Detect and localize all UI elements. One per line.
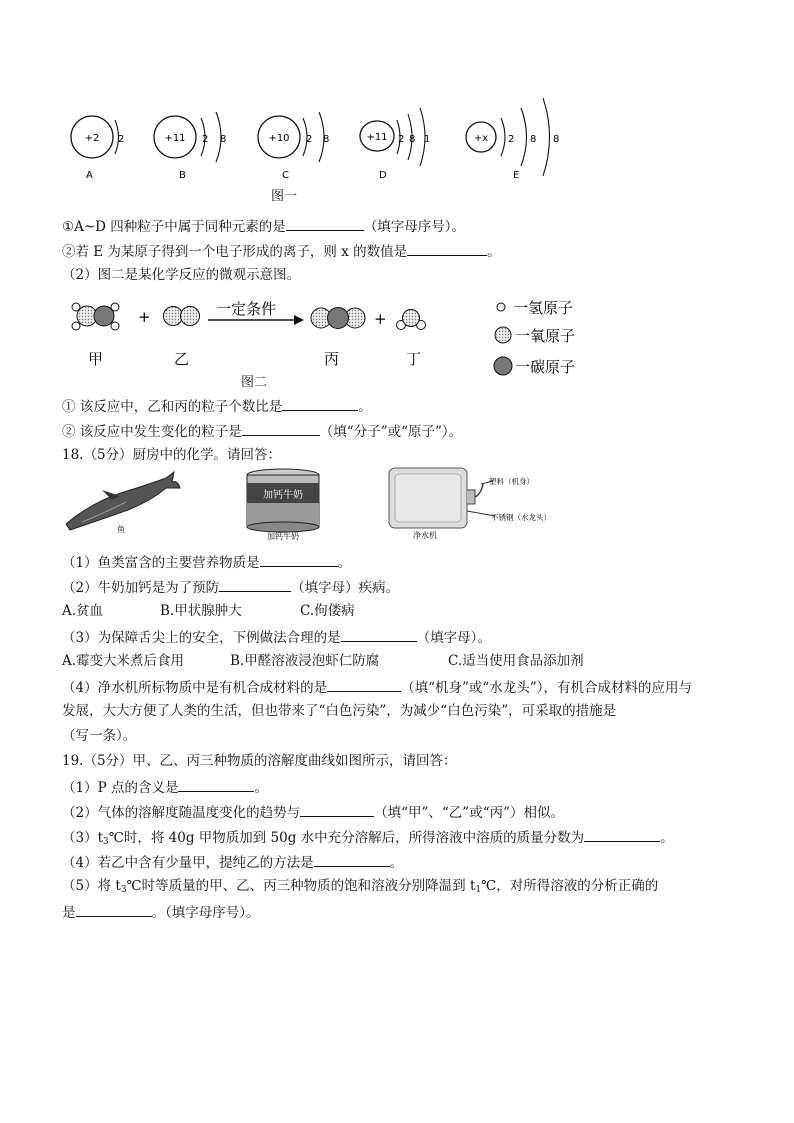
shell-e-3: 8: [553, 134, 560, 145]
option-a: A.贫血: [62, 603, 104, 619]
milk-label: 加钙牛奶: [267, 532, 299, 540]
atom-diagram-a: [71, 116, 124, 181]
q17-line-5: ② 该反应中发生变化的粒子是 （填“分子”或“原子”）。: [62, 421, 462, 441]
answer-blank[interactable]: [584, 827, 660, 842]
milk-can-image: [244, 468, 324, 540]
legend-carbon: 一碳原子: [515, 358, 576, 376]
option-c: C.佝偻病: [300, 603, 355, 619]
label-c: C: [282, 170, 289, 181]
shell-d-1: 2: [398, 134, 405, 145]
q18-options-3: [62, 652, 584, 670]
plus-sign-2: +: [374, 310, 387, 328]
label-a: A: [86, 170, 93, 181]
figure-1-atom-diagrams: [60, 90, 600, 200]
q19-line-6: 是 。（填字母序号）。: [62, 902, 260, 922]
atom-diagram-b: [154, 112, 226, 181]
shell-e-2: 8: [530, 134, 537, 145]
atom-diagram-d: [360, 108, 430, 181]
shell-c-1: 2: [306, 134, 313, 145]
atom-diagram-e: [466, 98, 559, 181]
answer-blank[interactable]: [242, 421, 320, 436]
option-b: B.甲醛溶液浸泡虾仁防腐: [230, 653, 380, 669]
q18-line-4b: 发展，大大方便了人类的生活，但也带来了“白色污染”，为减少“白色污染”，可采取的措施是: [62, 703, 617, 719]
q18-line-3: （3）为保障舌尖上的安全，下例做法合理的是 （填字母）。: [62, 627, 491, 647]
label-b: B: [179, 170, 186, 181]
answer-blank[interactable]: [178, 777, 254, 792]
arrow-condition-label: 一定条件: [216, 300, 277, 318]
shell-b-2: 8: [220, 134, 227, 145]
label-jia: 甲: [88, 350, 104, 368]
answer-blank[interactable]: [282, 396, 358, 411]
answer-blank[interactable]: [260, 552, 338, 567]
answer-blank[interactable]: [219, 577, 291, 592]
water-purifier-image: [383, 464, 583, 542]
label-e: E: [513, 170, 520, 181]
label-yi: 乙: [174, 350, 190, 368]
q19-title: 19.（5分）甲、乙、丙三种物质的溶解度曲线如图所示，请回答：: [62, 753, 457, 769]
nucleus-b: +11: [164, 133, 186, 144]
answer-blank[interactable]: [76, 902, 152, 917]
q18-line-4c: （写一条）。: [62, 728, 137, 744]
q18-line-2: （2）牛奶加钙是为了预防 （填字母）疾病。: [62, 577, 399, 597]
figure-1-caption: 图一: [271, 189, 298, 204]
q18-line-4a: （4）净水机所标物质中是有机合成材料的是 （填“机身”或“水龙头”），有机合成材料的应用与: [62, 677, 692, 697]
molecule-jia: [72, 303, 119, 330]
figure-2-reaction-diagram: [66, 294, 586, 390]
answer-blank[interactable]: [341, 627, 417, 642]
q19-line-3: $(3)t_3℃$时，将 40g 甲物质加到 50g 水中充分溶解后，所得溶液中溶质的质量分数为 。: [62, 827, 674, 851]
milk-can-text: 加钙牛奶: [263, 490, 303, 501]
figure-2-caption: 图二: [241, 375, 268, 390]
fish-label: 鱼: [117, 525, 125, 534]
q17-line-1: ①A~D 四种粒子中属于同种元素的是 （填字母序号）。: [62, 216, 465, 236]
q18-title: 18.（5分）厨房中的化学。请回答：: [62, 447, 282, 463]
molecule-bing: [311, 308, 365, 329]
label-ding: 丁: [406, 350, 422, 368]
plastic-label: 塑料（机身）: [489, 477, 534, 486]
q19-line-5: （5）将 $t_3℃$时等质量的甲、乙、丙三种物质的饱和溶液分别降温到 $t_1℃$，对所得溶液的分析正确的: [62, 878, 659, 895]
shell-a-1: 2: [118, 134, 125, 145]
shell-e-1: 2: [508, 134, 515, 145]
nucleus-e: +x: [473, 133, 489, 144]
q18-options-2: [62, 602, 355, 620]
shell-c-2: 8: [323, 134, 330, 145]
plus-sign: +: [138, 308, 151, 326]
shell-b-1: 2: [202, 134, 209, 145]
shell-d-2: 8: [409, 134, 416, 145]
option-c: C.适当使用食品添加剂: [448, 653, 584, 669]
q17-line-4: ① 该反应中，乙和丙的粒子个数比是 。: [62, 396, 372, 416]
q19-line-4: （4）若乙中含有少量甲，提纯乙的方法是 。: [62, 852, 403, 872]
answer-blank[interactable]: [407, 241, 487, 256]
legend: [494, 299, 575, 376]
q19-line-2: （2）气体的溶解度随温度变化的趋势与 （填“甲”、“乙”或“丙”）相似。: [62, 802, 564, 822]
molecule-yi: [164, 307, 200, 326]
atom-diagram-c: [258, 112, 329, 181]
option-b: B.甲状腺肿大: [160, 603, 242, 619]
q17-line-2: ②若 E 为某原子得到一个电子形成的离子，则 x 的数值是 。: [62, 241, 501, 261]
legend-oxygen: 一氧原子: [515, 327, 576, 345]
answer-blank[interactable]: [286, 216, 364, 231]
q17-line-3: （2）图二是某化学反应的微观示意图。: [62, 267, 301, 283]
nucleus-d: +11: [366, 132, 388, 143]
label-d: D: [379, 170, 387, 181]
answer-blank[interactable]: [314, 852, 390, 867]
option-a: A.霉变大米煮后食用: [62, 653, 185, 669]
fish-image: [62, 468, 182, 534]
steel-label: 不锈钢（水龙头）: [491, 513, 551, 522]
nucleus-c: +10: [268, 133, 290, 144]
purifier-label: 净水机: [413, 531, 437, 540]
answer-blank[interactable]: [300, 802, 374, 817]
label-bing: 丙: [324, 350, 340, 368]
answer-blank[interactable]: [327, 677, 401, 692]
legend-hydrogen: 一氢原子: [513, 299, 574, 317]
nucleus-a: +2: [84, 133, 100, 144]
q18-line-1: （1）鱼类富含的主要营养物质是 。: [62, 552, 351, 572]
q19-line-1: （1）P 点的含义是 。: [62, 777, 268, 797]
shell-d-3: 1: [424, 134, 431, 145]
molecule-ding: [397, 310, 426, 330]
